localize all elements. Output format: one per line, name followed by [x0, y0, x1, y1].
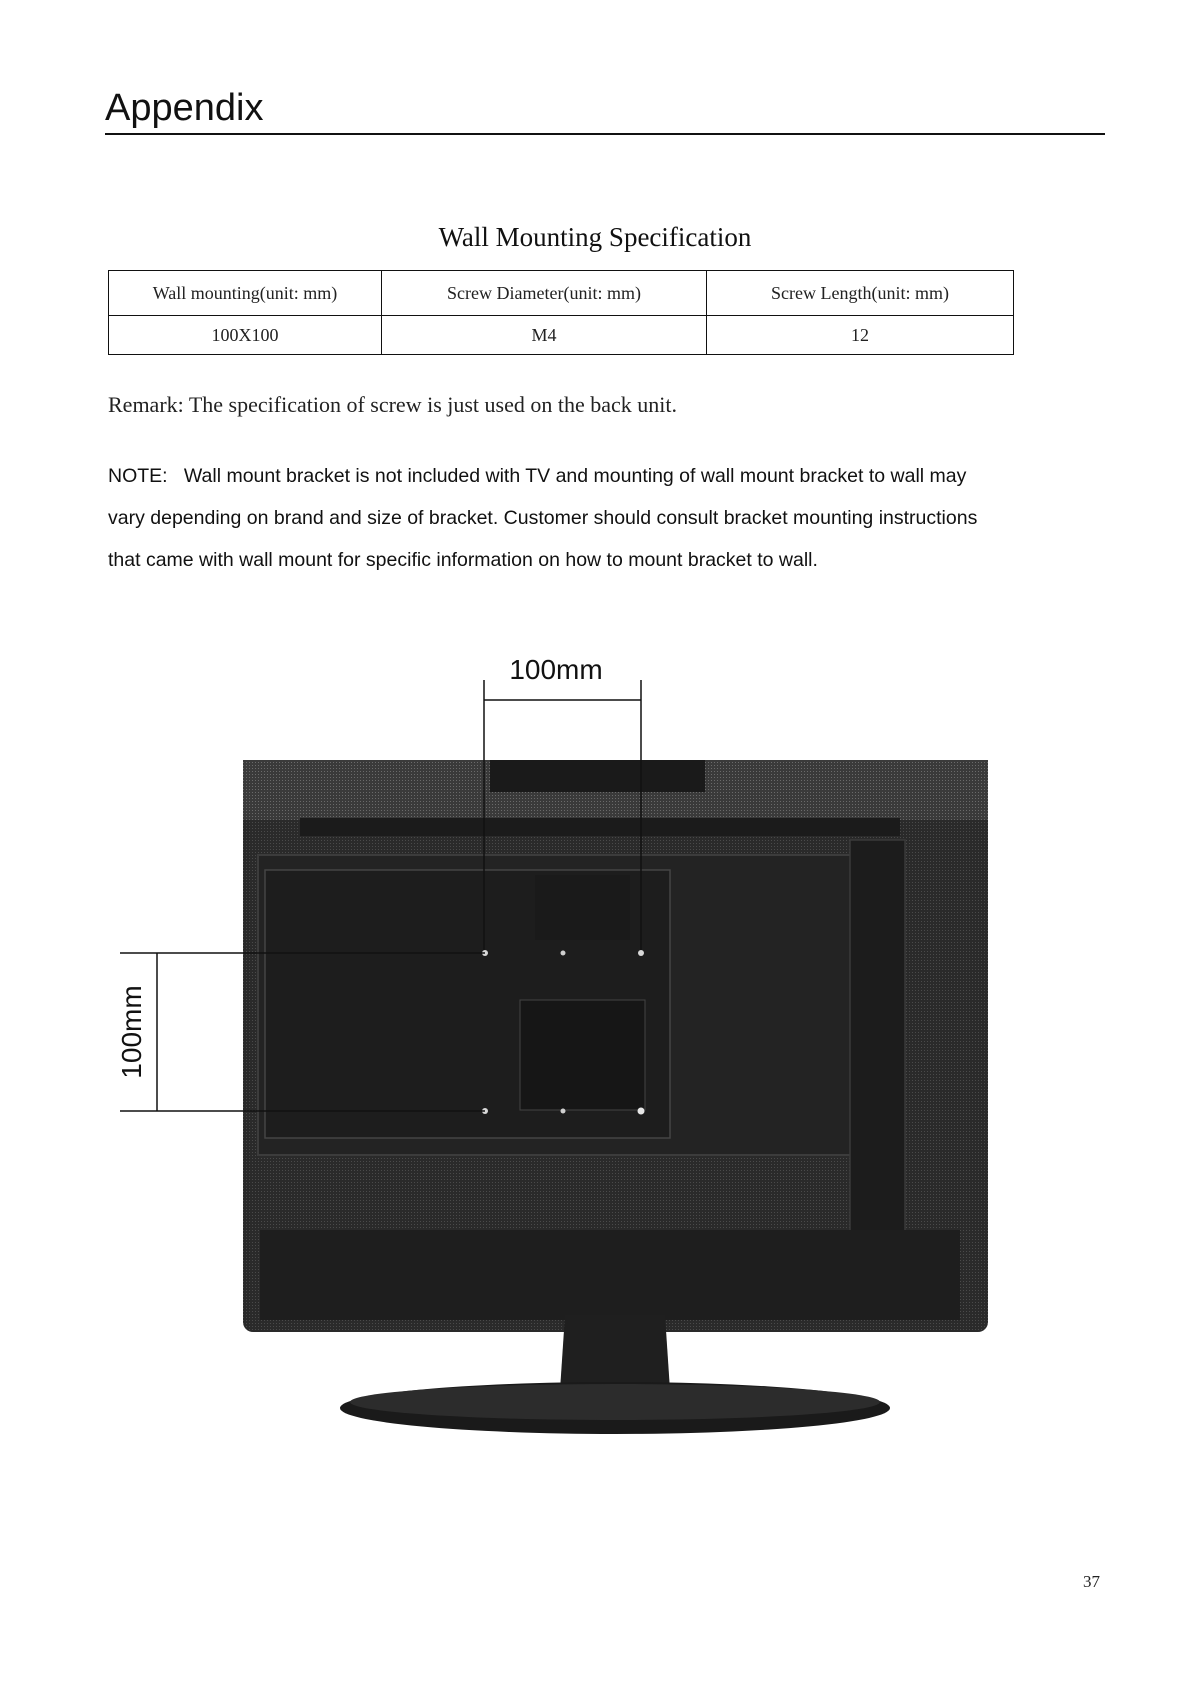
note-line: that came with wall mount for specific information on how to mount bracket to wall.: [108, 549, 818, 571]
vertical-dimension-label: 100mm: [116, 985, 147, 1079]
table-row: [109, 316, 1014, 355]
note-line: NOTE: Wall mount bracket is not included with TV and mounting of wall mount bracket to wall may: [108, 465, 967, 487]
note-paragraph: [108, 455, 1108, 581]
page-heading: Appendix: [105, 87, 264, 129]
tv-back-body: [243, 760, 988, 1332]
table-title: Wall Mounting Specification: [438, 222, 752, 252]
cell-wall-mounting: 100X100: [109, 316, 382, 355]
heading-rule: [105, 133, 1105, 135]
header-wall-mounting: Wall mounting(unit: mm): [109, 271, 382, 316]
cell-screw-diameter: M4: [382, 316, 707, 355]
wall-mount-spec-table: [108, 270, 1014, 355]
page-number: 37: [1083, 1572, 1100, 1591]
remark-text: Remark: The specification of screw is just used on the back unit.: [108, 392, 678, 417]
horizontal-dimension-label: 100mm: [509, 654, 603, 685]
table-header-row: [109, 271, 1014, 316]
header-screw-length: Screw Length(unit: mm): [707, 271, 1014, 316]
note-line: vary depending on brand and size of bracket. Customer should consult bracket mounting instructions: [108, 507, 978, 529]
cell-screw-length: 12: [707, 316, 1014, 355]
header-screw-diameter: Screw Diameter(unit: mm): [382, 271, 707, 316]
tv-back-mounting-diagram: [0, 640, 1190, 1460]
tv-stand: [340, 1315, 890, 1434]
